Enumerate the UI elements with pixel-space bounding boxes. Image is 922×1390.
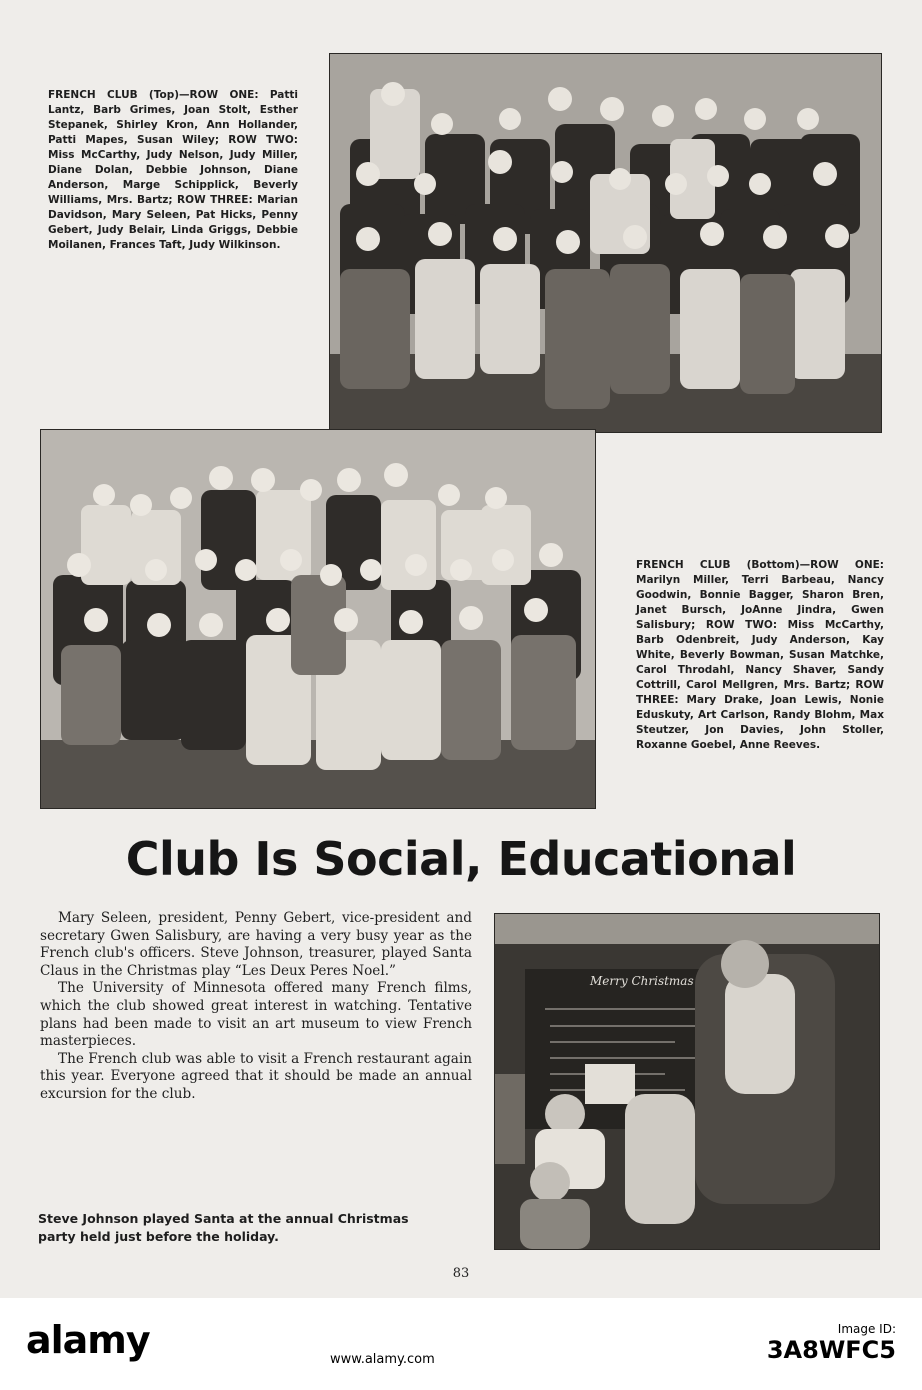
- page-headline: Club Is Social, Educational: [125, 832, 797, 886]
- watermark-url: www.alamy.com: [330, 1352, 435, 1367]
- page-number: 83: [452, 1266, 470, 1281]
- top-group-photo: [329, 53, 882, 433]
- watermark-logo: alamy: [26, 1318, 150, 1362]
- santa-photo-caption: Steve Johnson played Santa at the annual Christmas party held just before the holiday.: [38, 1211, 409, 1244]
- watermark-image-id: [767, 1322, 896, 1364]
- article-body: [40, 910, 472, 1104]
- watermark-id-value: 3A8WFC5: [766, 1336, 896, 1364]
- bottom-group-photo: [40, 429, 596, 809]
- top-photo-caption: FRENCH CLUB (Top)—ROW ONE: Patti Lantz, Barb Grimes, Joan Stolt, Esther Stepanek, Shirley Kron, Ann Hollander, Patti Mapes, Susan Wiley; ROW TWO: Miss McCarthy, Judy Nelson, Judy Miller, Diane Dolan, Debbie Johnson, Diane Anderson, Marge Schipplick, Beverly Williams, Mrs. Bartz; ROW THREE: Marian Davidson, Mary Seleen, Pat Hicks, Penny Gebert, Judy Belair, Linda Griggs, Debbie Moilanen, Frances Taft, Judy Wilkinson.: [48, 89, 298, 251]
- blackboard-text: Merry Christmas: [590, 974, 694, 988]
- article-paragraph-2: The University of Minnesota offered many French films, which the club showed great interest in watching. Tentative plans had been made to visit an art museum to view French masterpieces.: [40, 980, 472, 1050]
- bottom-photo-caption: FRENCH CLUB (Bottom)—ROW ONE: Marilyn Miller, Terri Barbeau, Nancy Goodwin, Bonnie Bagger, Sharon Bren, Janet Bursch, JoAnne Jindra, Gwen Salisbury; ROW TWO: Miss McCarthy, Barb Odenbreit, Judy Anderson, Kay White, Beverly Bowman, Susan Matchke, Carol Throdahl, Nancy Shaver, Sandy Cottrill, Carol Mellgren, Mrs. Bartz; ROW THREE: Mary Drake, Joan Lewis, Nonie Eduskuty, Art Carlson, Randy Blohm, Max Steutzer, Jon Davies, John Stoller, Roxanne Goebel, Anne Reeves.: [636, 559, 884, 751]
- santa-photo: [494, 913, 880, 1250]
- watermark-id-label: Image ID:: [837, 1322, 896, 1336]
- article-paragraph-1: Mary Seleen, president, Penny Gebert, vice-president and secretary Gwen Salisbury, are having a very busy year as the French club's officers. Steve Johnson, treasurer, played Santa Claus in the Christmas play “Les Deux Peres Noel.”: [40, 910, 472, 979]
- article-paragraph-3: The French club was able to visit a French restaurant again this year. Everyone agreed that it should be made an annual excursion for the club.: [40, 1050, 472, 1102]
